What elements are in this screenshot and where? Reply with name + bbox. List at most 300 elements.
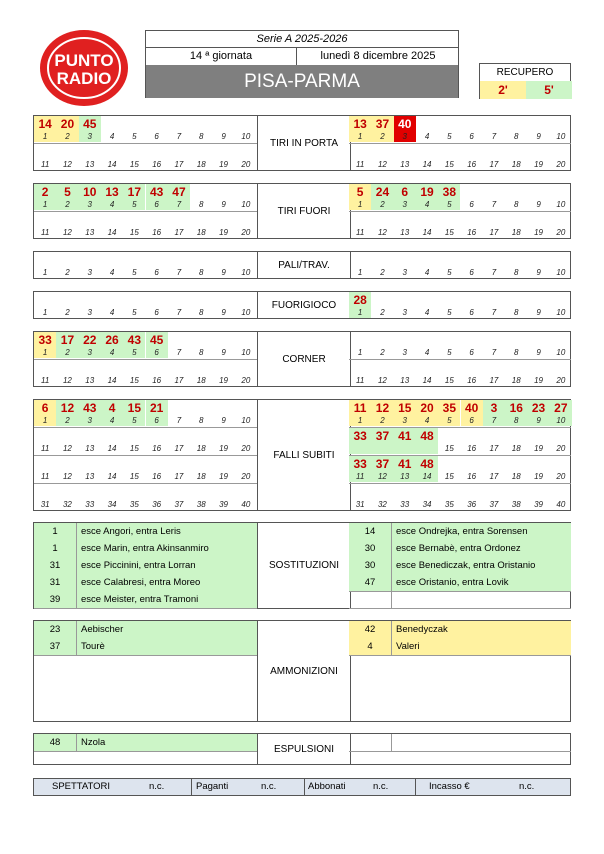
tiri-fuori-away-slot: 1 bbox=[357, 200, 363, 209]
tiri-fuori-home-event: 10 bbox=[79, 184, 101, 210]
falli-subiti-home-slot: 35 bbox=[129, 500, 139, 509]
tiri-in-porta-home-slot: 8 bbox=[199, 132, 204, 141]
tiri-in-porta-home-slot: 5 bbox=[132, 132, 137, 141]
falli-subiti-away-slot: 18 bbox=[511, 472, 521, 481]
sostituzione-home-minute: 1 bbox=[52, 543, 58, 554]
sostituzione-away-row bbox=[349, 523, 571, 541]
attendance-footer bbox=[33, 778, 571, 796]
falli-subiti-home-event: 6 bbox=[34, 400, 56, 426]
falli-subiti-home-slot: 5 bbox=[132, 416, 137, 425]
tiri-in-porta-away-event: 40 bbox=[394, 116, 416, 142]
pali-trav-away-slot: 1 bbox=[357, 268, 363, 277]
falli-subiti-away-event: 48 bbox=[416, 428, 438, 454]
falli-subiti-away-slot: 7 bbox=[491, 416, 497, 425]
fuorigioco-away-slot: 4 bbox=[424, 308, 430, 317]
corner-away-slot: 17 bbox=[489, 376, 499, 385]
paganti-label: Paganti bbox=[196, 781, 229, 792]
tiri-fuori-away-slot: 19 bbox=[534, 228, 543, 237]
tiri-fuori-away-slot: 16 bbox=[467, 228, 477, 237]
corner-away-slot: 4 bbox=[424, 348, 430, 357]
tiri-in-porta-home-slot: 15 bbox=[129, 160, 139, 169]
corner-home-event: 33 bbox=[34, 332, 56, 358]
falli-subiti-away-event: 48 bbox=[416, 456, 438, 482]
tiri-in-porta-away-slot: 19 bbox=[534, 160, 543, 169]
espulsione-home-minute: 48 bbox=[49, 737, 61, 748]
falli-subiti-away-slot: 17 bbox=[489, 444, 499, 453]
tiri-fuori-home-slot: 1 bbox=[42, 200, 48, 209]
corner-away-slot: 5 bbox=[447, 348, 452, 357]
falli-subiti-home-slot: 19 bbox=[219, 472, 228, 481]
tiri-fuori-away-slot: 5 bbox=[447, 200, 452, 209]
tiri-fuori-away-slot: 9 bbox=[536, 200, 541, 209]
pali-trav-away-slot: 5 bbox=[447, 268, 452, 277]
falli-subiti-away-event: 33 bbox=[349, 456, 371, 482]
tiri-in-porta-home-event: 45 bbox=[79, 116, 101, 142]
espulsione-home-row bbox=[34, 734, 257, 752]
corner-away-slot: 11 bbox=[355, 376, 365, 385]
falli-subiti-away-slot: 8 bbox=[514, 416, 519, 425]
tiri-in-porta-away-slot: 5 bbox=[447, 132, 452, 141]
pali-trav-away-slot: 2 bbox=[380, 268, 385, 277]
fuorigioco-home-slot: 7 bbox=[176, 308, 182, 317]
corner-home-event: 43 bbox=[123, 332, 145, 358]
ammonizione-home-text: Aebischer bbox=[76, 621, 262, 638]
tiri-in-porta-home-slot: 12 bbox=[62, 160, 72, 169]
falli-subiti-away-slot: 4 bbox=[424, 416, 430, 425]
falli-subiti-home-slot: 4 bbox=[109, 416, 115, 425]
corner-home-slot: 8 bbox=[199, 348, 204, 357]
falli-subiti-away-slot: 19 bbox=[534, 472, 543, 481]
paganti-value: n.c. bbox=[261, 781, 277, 792]
ammonizione-home-row bbox=[34, 638, 257, 656]
tiri-fuori-home-slot: 17 bbox=[174, 228, 184, 237]
corner-home-slot: 20 bbox=[241, 376, 251, 385]
ammonizione-home-minute: 23 bbox=[49, 624, 61, 635]
tiri-in-porta-home-slot: 16 bbox=[152, 160, 162, 169]
falli-subiti-away-event: 41 bbox=[394, 428, 416, 454]
falli-subiti-away-event: 12 bbox=[371, 400, 393, 426]
ammonizione-home-row bbox=[34, 621, 257, 639]
falli-subiti-home-slot: 31 bbox=[40, 500, 50, 509]
sostituzione-home-row bbox=[34, 557, 257, 575]
tiri-fuori-home-slot: 11 bbox=[40, 228, 50, 237]
fuorigioco-away-slot: 7 bbox=[491, 308, 497, 317]
corner-away-slot: 19 bbox=[534, 376, 543, 385]
tiri-in-porta-away-slot: 17 bbox=[489, 160, 499, 169]
falli-subiti-home-event: 15 bbox=[123, 400, 145, 426]
corner-home-slot: 5 bbox=[132, 348, 137, 357]
corner-home-slot: 2 bbox=[65, 348, 70, 357]
spettatori-label: SPETTATORI bbox=[52, 781, 111, 792]
corner-away-slot: 2 bbox=[380, 348, 385, 357]
corner-home-slot: 1 bbox=[42, 348, 48, 357]
sostituzione-away-minute: 14 bbox=[364, 526, 376, 537]
falli-subiti-away-slot: 18 bbox=[511, 444, 521, 453]
falli-subiti-away-event: 15 bbox=[394, 400, 416, 426]
falli-subiti-away-slot: 39 bbox=[534, 500, 543, 509]
falli-subiti-away-event: 23 bbox=[527, 400, 549, 426]
tiri-in-porta-home-event: 14 bbox=[34, 116, 56, 142]
falli-subiti-home-slot: 34 bbox=[107, 500, 117, 509]
fuorigioco-away-slot: 5 bbox=[447, 308, 452, 317]
corner-away-slot: 16 bbox=[467, 376, 477, 385]
falli-subiti-home-slot: 18 bbox=[196, 472, 206, 481]
tiri-in-porta-home-slot: 3 bbox=[87, 132, 92, 141]
tiri-fuori-home-slot: 9 bbox=[221, 200, 226, 209]
corner-home-slot: 9 bbox=[221, 348, 226, 357]
falli-subiti-away-slot: 13 bbox=[400, 472, 410, 481]
corner-away-slot: 7 bbox=[491, 348, 497, 357]
tiri-fuori-away-slot: 8 bbox=[514, 200, 519, 209]
falli-subiti-away-slot: 40 bbox=[556, 500, 566, 509]
falli-subiti-home-slot: 18 bbox=[196, 444, 206, 453]
abbonati-label: Abbonati bbox=[308, 781, 346, 792]
fuorigioco-away-slot: 3 bbox=[402, 308, 407, 317]
falli-subiti-away-event: 16 bbox=[505, 400, 527, 426]
pali-trav-section bbox=[33, 251, 571, 279]
tiri-in-porta-home-slot: 18 bbox=[196, 160, 206, 169]
sostituzione-away-row bbox=[349, 591, 571, 609]
falli-subiti-home-slot: 7 bbox=[176, 416, 182, 425]
sostituzione-home-minute: 1 bbox=[52, 526, 58, 537]
corner-away-slot: 14 bbox=[422, 376, 432, 385]
fuorigioco-home-slot: 1 bbox=[42, 308, 48, 317]
tiri-fuori-home-slot: 13 bbox=[85, 228, 95, 237]
tiri-in-porta-home-slot: 17 bbox=[174, 160, 184, 169]
sostituzione-away-text: esce Ondrejka, entra Sorensen bbox=[391, 523, 576, 540]
pali-trav-away-slot: 8 bbox=[514, 268, 519, 277]
tiri-fuori-away-event: 19 bbox=[416, 184, 438, 210]
falli-subiti-home-slot: 10 bbox=[241, 416, 251, 425]
espulsioni-section bbox=[33, 733, 571, 765]
tiri-fuori-home-slot: 3 bbox=[87, 200, 92, 209]
tiri-in-porta-home-slot: 19 bbox=[219, 160, 228, 169]
tiri-in-porta-home-slot: 2 bbox=[65, 132, 70, 141]
falli-subiti-home-slot: 13 bbox=[85, 444, 95, 453]
tiri-in-porta-home-slot: 4 bbox=[109, 132, 115, 141]
pali-trav-home-slot: 8 bbox=[199, 268, 204, 277]
tiri-in-porta-away-slot: 12 bbox=[377, 160, 387, 169]
sostituzione-home-text: esce Calabresi, entra Moreo bbox=[76, 574, 262, 591]
pali-trav-away-slot: 7 bbox=[491, 268, 497, 277]
corner-home-slot: 13 bbox=[85, 376, 95, 385]
espulsione-away-text bbox=[391, 734, 576, 751]
pali-trav-home-slot: 5 bbox=[132, 268, 137, 277]
falli-subiti-home-slot: 19 bbox=[219, 444, 228, 453]
tiri-fuori-away-slot: 10 bbox=[556, 200, 566, 209]
falli-subiti-section bbox=[33, 399, 571, 511]
sostituzione-away-text: esce Benediczak, entra Oristanio bbox=[391, 557, 576, 574]
tiri-fuori-home-slot: 5 bbox=[132, 200, 137, 209]
tiri-fuori-home-slot: 7 bbox=[176, 200, 182, 209]
sostituzione-away-row bbox=[349, 557, 571, 575]
tiri-fuori-home-slot: 2 bbox=[65, 200, 70, 209]
fuorigioco-home-slot: 2 bbox=[65, 308, 70, 317]
ammonizione-away-row bbox=[349, 621, 571, 639]
corner-home-slot: 15 bbox=[129, 376, 139, 385]
tiri-fuori-home-event: 47 bbox=[168, 184, 190, 210]
tiri-fuori-home-slot: 15 bbox=[129, 228, 139, 237]
falli-subiti-away-slot: 31 bbox=[355, 500, 365, 509]
tiri-fuori-away-slot: 3 bbox=[402, 200, 407, 209]
corner-home-slot: 14 bbox=[107, 376, 117, 385]
corner-away-slot: 6 bbox=[469, 348, 474, 357]
pali-trav-away-slot: 4 bbox=[424, 268, 430, 277]
falli-subiti-home-event: 12 bbox=[56, 400, 78, 426]
falli-subiti-home-slot: 16 bbox=[152, 444, 162, 453]
sostituzione-away-text: esce Oristanio, entra Lovik bbox=[391, 574, 576, 591]
falli-subiti-home-slot: 2 bbox=[65, 416, 70, 425]
falli-subiti-home-slot: 36 bbox=[152, 500, 162, 509]
pali-trav-home-slot: 1 bbox=[42, 268, 48, 277]
falli-subiti-away-event: 20 bbox=[416, 400, 438, 426]
corner-away-slot: 8 bbox=[514, 348, 519, 357]
fuorigioco-away-slot: 2 bbox=[380, 308, 385, 317]
tiri-in-porta-home-slot: 7 bbox=[176, 132, 182, 141]
sostituzione-home-minute: 31 bbox=[49, 577, 61, 588]
falli-subiti-away-slot: 35 bbox=[444, 500, 454, 509]
espulsione-away-row bbox=[349, 734, 571, 752]
falli-subiti-home-event: 4 bbox=[101, 400, 123, 426]
sostituzioni-section bbox=[33, 522, 571, 609]
falli-subiti-home-slot: 33 bbox=[85, 500, 95, 509]
sostituzione-home-row bbox=[34, 523, 257, 541]
sostituzione-home-text: esce Marin, entra Akinsanmiro bbox=[76, 540, 262, 557]
tiri-fuori-home-event: 2 bbox=[34, 184, 56, 210]
corner-home-slot: 18 bbox=[196, 376, 206, 385]
falli-subiti-away-slot: 33 bbox=[400, 500, 410, 509]
tiri-fuori-away-slot: 14 bbox=[422, 228, 432, 237]
logo-line2: RADIO bbox=[56, 69, 112, 88]
recupero-second-half: 5' bbox=[526, 81, 572, 99]
falli-subiti-home-slot: 20 bbox=[241, 472, 251, 481]
abbonati-value: n.c. bbox=[373, 781, 389, 792]
tiri-fuori-home-slot: 16 bbox=[152, 228, 162, 237]
tiri-fuori-section bbox=[33, 183, 571, 239]
spettatori-value: n.c. bbox=[149, 781, 165, 792]
tiri-in-porta-home-slot: 20 bbox=[241, 160, 251, 169]
falli-subiti-away-slot: 12 bbox=[377, 472, 387, 481]
match-title: PISA-PARMA bbox=[146, 65, 458, 98]
falli-subiti-away-event: 40 bbox=[461, 400, 483, 426]
sostituzione-home-minute: 31 bbox=[49, 560, 61, 571]
sostituzione-away-text bbox=[391, 591, 576, 608]
logo-line1: PUNTO bbox=[54, 51, 114, 70]
fuorigioco-home-slot: 4 bbox=[109, 308, 115, 317]
corner-label: CORNER bbox=[257, 332, 351, 386]
falli-subiti-away-event: 27 bbox=[550, 400, 572, 426]
tiri-fuori-away-slot: 4 bbox=[424, 200, 430, 209]
tiri-fuori-home-slot: 14 bbox=[107, 228, 117, 237]
falli-subiti-away-slot: 20 bbox=[556, 472, 566, 481]
falli-subiti-home-event: 21 bbox=[146, 400, 168, 426]
pali-trav-home-slot: 6 bbox=[154, 268, 159, 277]
sostituzione-home-text: esce Piccinini, entra Lorran bbox=[76, 557, 262, 574]
corner-away-slot: 10 bbox=[556, 348, 566, 357]
fuorigioco-home-slot: 8 bbox=[199, 308, 204, 317]
match-date: lunedì 8 dicembre 2025 bbox=[296, 47, 459, 65]
falli-subiti-away-slot: 34 bbox=[422, 500, 432, 509]
pali-trav-home-slot: 7 bbox=[176, 268, 182, 277]
tiri-fuori-home-slot: 6 bbox=[154, 200, 159, 209]
tiri-in-porta-away-slot: 2 bbox=[380, 132, 385, 141]
falli-subiti-away-event: 35 bbox=[438, 400, 460, 426]
fuorigioco-away-slot: 1 bbox=[357, 308, 363, 317]
corner-home-slot: 17 bbox=[174, 376, 184, 385]
tiri-fuori-away-event: 38 bbox=[438, 184, 460, 210]
falli-subiti-away-event: 11 bbox=[349, 400, 371, 426]
corner-home-slot: 11 bbox=[40, 376, 50, 385]
falli-subiti-away-event: 37 bbox=[371, 456, 393, 482]
tiri-fuori-away-slot: 12 bbox=[377, 228, 387, 237]
falli-subiti-home-slot: 32 bbox=[62, 500, 72, 509]
fuorigioco-section bbox=[33, 291, 571, 319]
pali-trav-away-slot: 9 bbox=[536, 268, 541, 277]
falli-subiti-away-slot: 10 bbox=[556, 416, 566, 425]
sostituzione-away-minute: 30 bbox=[364, 543, 376, 554]
tiri-fuori-home-event: 43 bbox=[146, 184, 168, 210]
sostituzione-home-text: esce Angori, entra Leris bbox=[76, 523, 262, 540]
corner-home-event: 45 bbox=[146, 332, 168, 358]
falli-subiti-away-slot: 20 bbox=[556, 444, 566, 453]
corner-home-slot: 10 bbox=[241, 348, 251, 357]
tiri-in-porta-away-slot: 20 bbox=[556, 160, 566, 169]
falli-subiti-home-slot: 14 bbox=[107, 472, 117, 481]
falli-subiti-home-slot: 11 bbox=[40, 444, 50, 453]
corner-away-slot: 18 bbox=[511, 376, 521, 385]
falli-subiti-home-slot: 17 bbox=[174, 472, 184, 481]
tiri-in-porta-away-slot: 16 bbox=[467, 160, 477, 169]
match-header bbox=[145, 30, 459, 98]
sostituzione-home-row bbox=[34, 540, 257, 558]
ammonizioni-label: AMMONIZIONI bbox=[257, 621, 351, 721]
falli-subiti-home-slot: 39 bbox=[219, 500, 228, 509]
falli-subiti-away-slot: 2 bbox=[380, 416, 385, 425]
falli-subiti-away-event: 41 bbox=[394, 456, 416, 482]
tiri-in-porta-away-slot: 6 bbox=[469, 132, 474, 141]
recupero-box bbox=[479, 63, 571, 99]
tiri-in-porta-home-slot: 1 bbox=[42, 132, 48, 141]
fuorigioco-away-slot: 8 bbox=[514, 308, 519, 317]
corner-home-slot: 3 bbox=[87, 348, 92, 357]
falli-subiti-home-slot: 40 bbox=[241, 500, 251, 509]
tiri-fuori-away-slot: 6 bbox=[469, 200, 474, 209]
pali-trav-home-slot: 10 bbox=[241, 268, 251, 277]
falli-subiti-home-slot: 1 bbox=[42, 416, 48, 425]
tiri-in-porta-away-event: 13 bbox=[349, 116, 371, 142]
falli-subiti-away-slot: 6 bbox=[469, 416, 474, 425]
falli-subiti-home-slot: 20 bbox=[241, 444, 251, 453]
pali-trav-home-slot: 2 bbox=[65, 268, 70, 277]
falli-subiti-away-slot: 15 bbox=[444, 472, 454, 481]
tiri-in-porta-away-slot: 1 bbox=[357, 132, 363, 141]
incasso-label: Incasso € bbox=[429, 781, 470, 792]
falli-subiti-away-slot: 19 bbox=[534, 444, 543, 453]
pali-trav-home-slot: 9 bbox=[221, 268, 226, 277]
fuorigioco-away-event: 28 bbox=[349, 292, 371, 318]
tiri-in-porta-away-slot: 11 bbox=[355, 160, 365, 169]
espulsioni-label: ESPULSIONI bbox=[257, 734, 351, 764]
pali-trav-away-slot: 10 bbox=[556, 268, 566, 277]
fuorigioco-away-slot: 9 bbox=[536, 308, 541, 317]
ammonizione-away-minute: 4 bbox=[367, 641, 373, 652]
falli-subiti-away-slot: 1 bbox=[357, 416, 363, 425]
tiri-in-porta-away-slot: 15 bbox=[444, 160, 454, 169]
sostituzione-home-text: esce Meister, entra Tramoni bbox=[76, 591, 262, 608]
falli-subiti-home-slot: 12 bbox=[62, 472, 72, 481]
falli-subiti-home-slot: 13 bbox=[85, 472, 95, 481]
tiri-fuori-away-slot: 11 bbox=[355, 228, 365, 237]
pali-trav-label: PALI/TRAV. bbox=[257, 252, 351, 278]
ammonizione-away-text: Benedyczak bbox=[391, 621, 576, 638]
fuorigioco-home-slot: 9 bbox=[221, 308, 226, 317]
pali-trav-away-slot: 6 bbox=[469, 268, 474, 277]
falli-subiti-away-slot: 16 bbox=[467, 444, 477, 453]
tiri-fuori-home-slot: 10 bbox=[241, 200, 251, 209]
fuorigioco-away-slot: 6 bbox=[469, 308, 474, 317]
falli-subiti-away-slot: 9 bbox=[536, 416, 541, 425]
tiri-fuori-home-slot: 12 bbox=[62, 228, 72, 237]
falli-subiti-away-slot: 36 bbox=[467, 500, 477, 509]
falli-subiti-home-slot: 37 bbox=[174, 500, 184, 509]
tiri-fuori-label: TIRI FUORI bbox=[257, 184, 351, 238]
sostituzione-away-row bbox=[349, 574, 571, 592]
falli-subiti-away-slot: 3 bbox=[402, 416, 407, 425]
tiri-fuori-home-event: 13 bbox=[101, 184, 123, 210]
tiri-in-porta-away-slot: 18 bbox=[511, 160, 521, 169]
falli-subiti-away-slot: 14 bbox=[422, 472, 432, 481]
tiri-in-porta-home-slot: 9 bbox=[221, 132, 226, 141]
tiri-in-porta-home-slot: 14 bbox=[107, 160, 117, 169]
punto-radio-logo bbox=[38, 28, 130, 108]
tiri-fuori-away-event: 5 bbox=[349, 184, 371, 210]
falli-subiti-home-slot: 8 bbox=[199, 416, 204, 425]
tiri-in-porta-home-event: 20 bbox=[56, 116, 78, 142]
ammonizione-home-text: Tourè bbox=[76, 638, 262, 655]
corner-home-slot: 16 bbox=[152, 376, 162, 385]
tiri-fuori-away-slot: 17 bbox=[489, 228, 499, 237]
falli-subiti-away-slot: 16 bbox=[467, 472, 477, 481]
round: 14 ª giornata bbox=[189, 50, 253, 62]
corner-home-event: 22 bbox=[79, 332, 101, 358]
tiri-in-porta-home-slot: 10 bbox=[241, 132, 251, 141]
tiri-fuori-away-slot: 2 bbox=[380, 200, 385, 209]
sostituzione-home-minute: 39 bbox=[49, 594, 61, 605]
corner-home-event: 17 bbox=[56, 332, 78, 358]
tiri-fuori-home-event: 5 bbox=[56, 184, 78, 210]
sostituzioni-label: SOSTITUZIONI bbox=[257, 523, 351, 608]
ammonizioni-section bbox=[33, 620, 571, 722]
falli-subiti-home-slot: 6 bbox=[154, 416, 159, 425]
tiri-fuori-home-slot: 8 bbox=[199, 200, 204, 209]
tiri-fuori-away-event: 24 bbox=[371, 184, 393, 210]
tiri-in-porta-away-slot: 13 bbox=[400, 160, 410, 169]
tiri-in-porta-label: TIRI IN PORTA bbox=[257, 116, 351, 170]
tiri-in-porta-away-slot: 9 bbox=[536, 132, 541, 141]
tiri-fuori-away-event: 6 bbox=[394, 184, 416, 210]
corner-away-slot: 9 bbox=[536, 348, 541, 357]
corner-home-slot: 12 bbox=[62, 376, 72, 385]
tiri-fuori-home-slot: 19 bbox=[219, 228, 228, 237]
falli-subiti-away-slot: 38 bbox=[511, 500, 521, 509]
ammonizione-away-row bbox=[349, 638, 571, 656]
tiri-in-porta-away-slot: 3 bbox=[402, 132, 407, 141]
falli-subiti-away-slot: 11 bbox=[355, 472, 365, 481]
falli-subiti-home-slot: 9 bbox=[221, 416, 226, 425]
tiri-fuori-home-slot: 20 bbox=[241, 228, 251, 237]
falli-subiti-away-slot: 32 bbox=[377, 500, 387, 509]
tiri-in-porta-away-slot: 4 bbox=[424, 132, 430, 141]
